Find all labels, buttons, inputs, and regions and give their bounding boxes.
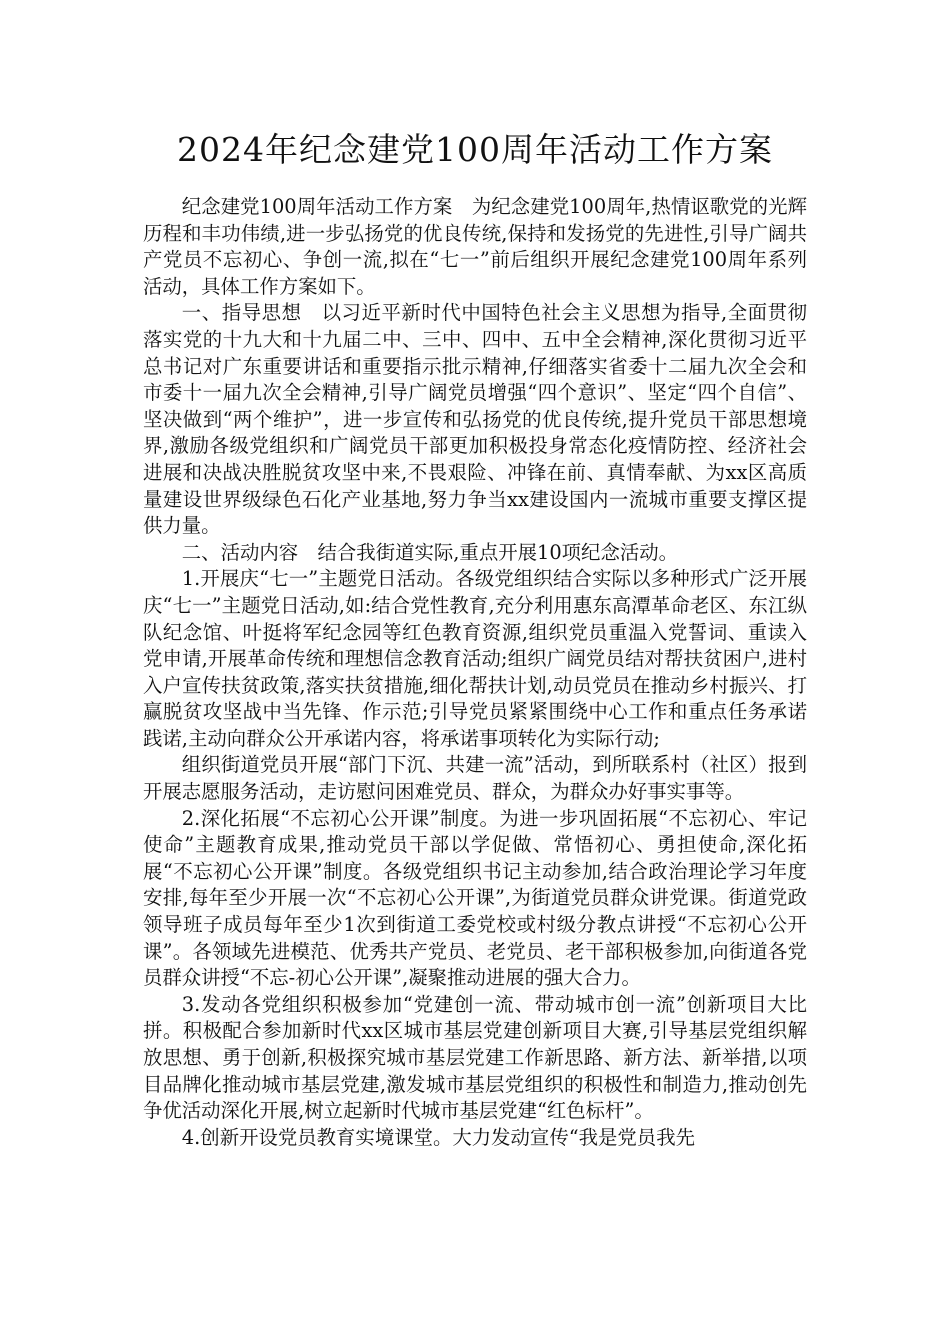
paragraph-item-4: 4.创新开设党员教育实境课堂。大力发动宣传“我是党员我先 bbox=[181, 1125, 695, 1149]
paragraph-item-2: 2.深化拓展“不忘初心公开课”制度。为进一步巩固拓展“不忘初心、牢记使命”主题教育成果,推动党员干部以学促做、常悟初心、勇担使命,深化拓展“不忘初心公开课”制度。各级党组织书记主动参加,结合政治理论学习年度安排,每年至少开展一次“不忘初心公开课”,为街道党员群众讲党课。街道党政领导班子成员每年至少1次到街道工委党校或村级分教点讲授“不忘初心公开课”。各领域先进模范、优秀共产党员、老党员、老干部积极参加,向街道各党员群众讲授“不忘-初心公开课”,凝聚推动进展的强大合力。 bbox=[143, 806, 807, 990]
paragraph-activity-content: 二、活动内容 结合我街道实际,重点开展10项纪念活动。 bbox=[181, 540, 679, 564]
paragraph-item-3: 3.发动各党组织积极参加“党建创一流、带动城市创一流”创新项目大比拼。积极配合参加新时代xx区城市基层党建创新项目大赛,引导基层党组织解放思想、勇于创新,积极探究城市基层党建工作新思路、新方法、新举措,以项目品牌化推动城市基层党建,激发城市基层党组织的积极性和制造力,推动创先争优活动深化开展,树立起新时代城市基层党建“红色标杆”。 bbox=[143, 992, 807, 1123]
document-title: 2024年纪念建党100周年活动工作方案 bbox=[177, 130, 773, 169]
paragraph-item-1-cont: 组织街道党员开展“部门下沉、共建一流”活动，到所联系村（社区）报到开展志愿服务活动，走访慰问困难党员、群众，为群众办好事实事等。 bbox=[143, 753, 807, 804]
paragraph-guiding-ideology: 一、指导思想 以习近平新时代中国特色社会主义思想为指导,全面贯彻落实党的十九大和十九届二中、三中、四中、五中全会精神,深化贯彻习近平总书记对广东重要讲话和重要指示批示精神,仔细落实省委十二届九次全会和市委十一届九次全会精神,引导广阔党员增强“四个意识”、坚定“四个自信”、坚决做到“两个维护”，进一步宣传和弘扬党的优良传统,提升党员干部思想境界,激励各级党组织和广阔党员干部更加积极投身常态化疫情防控、经济社会进展和决战决胜脱贫攻坚中来,不畏艰险、冲锋在前、真情奉献、为xx区高质量建设世界级绿色石化产业基地,努力争当xx建设国内一流城市重要支撑区提供力量。 bbox=[143, 301, 807, 538]
document-body bbox=[143, 194, 807, 1151]
paragraph-intro: 纪念建党100周年活动工作方案 为纪念建党100周年,热情讴歌党的光辉历程和丰功伟绩,进一步弘扬党的优良传统,保持和发扬党的先进性,引导广阔共产党员不忘初心、争创一流,拟在“七一”前后组织开展纪念建党100周年系列活动，具体工作方案如下。 bbox=[143, 195, 807, 298]
paragraph-item-1: 1.开展庆“七一”主题党日活动。各级党组织结合实际以多种形式广泛开展庆“七一”主题党日活动,如:结合党性教育,充分利用惠东高潭革命老区、东江纵队纪念馆、叶挺将军纪念园等红色教育资源,组织党员重温入党誓词、重读入党申请,开展革命传统和理想信念教育活动;组织广阔党员结对帮扶贫困户,进村入户宣传扶贫政策,落实扶贫措施,细化帮扶计划,动员党员在推动乡村振兴、打赢脱贫攻坚战中当先锋、作示范;引导党员紧紧围绕中心工作和重点任务承诺践诺,主动向群众公开承诺内容，将承诺事项转化为实际行动; bbox=[143, 567, 807, 750]
